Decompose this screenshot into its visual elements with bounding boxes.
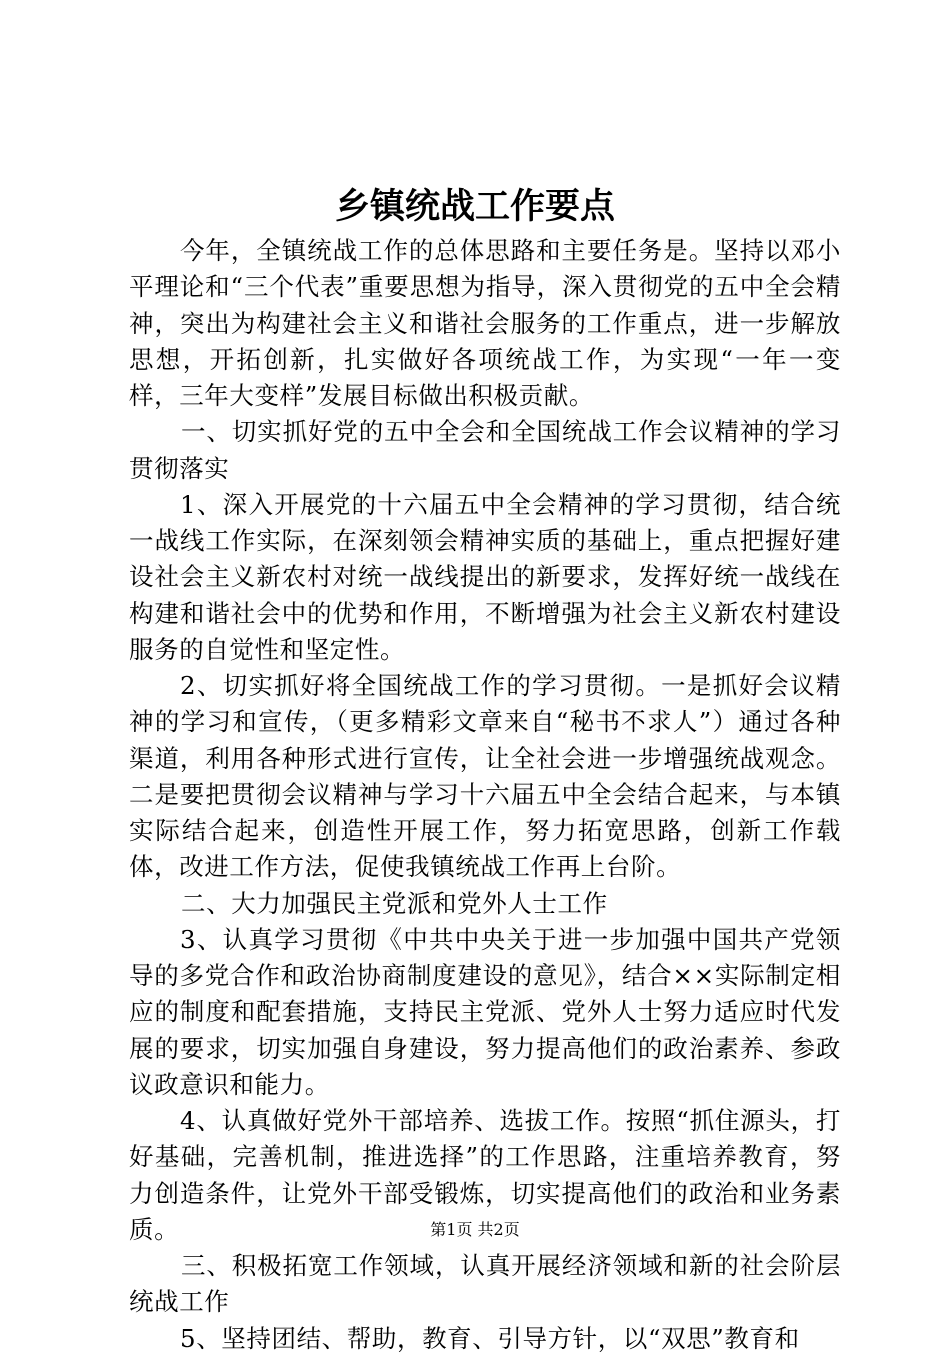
section-heading-3: 三、积极拓宽工作领域，认真开展经济领域和新的社会阶层统战工作 xyxy=(129,1251,841,1317)
paragraph-item-5: 5、坚持团结、帮助，教育、引导方针，以“双思”教育和 xyxy=(180,1323,800,1353)
section-heading-2: 二、大力加强民主党派和党外人士工作 xyxy=(181,888,608,918)
document-title: 乡镇统战工作要点 xyxy=(334,186,615,227)
paragraph-item-1: 1、深入开展党的十六届五中全会精神的学习贯彻，结合统一战线工作实际，在深刻领会精神实质的基础上，重点把握好建设社会主义新农村对统一战线提出的新要求，发挥好统一战线在构建和谐社会中的优势和作用，不断增强为社会主义新农村建设服务的自觉性和坚定性。 xyxy=(129,489,841,664)
paragraph-item-2: 2、切实抓好将全国统战工作的学习贯彻。一是抓好会议精神的学习和宣传，（更多精彩文章来自“秘书不求人”）通过各种渠道，利用各种形式进行宣传，让全社会进一步增强统战观念。二是要把贯彻会议精神与学习十六届五中全会结合起来，与本镇实际结合起来，创造性开展工作，努力拓宽思路，创新工作载体，改进工作方法，促使我镇统战工作再上台阶。 xyxy=(129,671,841,882)
paragraph-intro: 今年，全镇统战工作的总体思路和主要任务是。坚持以邓小平理论和“三个代表”重要思想为指导，深入贯彻党的五中全会精神，突出为构建社会主义和谐社会服务的工作重点，进一步解放思想，开拓创新，扎实做好各项统战工作，为实现“一年一变样，三年大变样”发展目标做出积极贡献。 xyxy=(129,236,841,410)
document-body xyxy=(129,233,841,1357)
paragraph-item-3: 3、认真学习贯彻《中共中央关于进一步加强中国共产党领导的多党合作和政治协商制度建设的意见》，结合××实际制定相应的制度和配套措施，支持民主党派、党外人士努力适应时代发展的要求，切实加强自身建设，努力提高他们的政治素养、参政议政意识和能力。 xyxy=(129,924,841,1099)
section-heading-1: 一、切实抓好党的五中全会和全国统战工作会议精神的学习贯彻落实 xyxy=(129,417,841,483)
page-footer: 第1页 共2页 xyxy=(430,1220,520,1239)
paragraph-item-4: 4、认真做好党外干部培养、选拔工作。按照“抓住源头，打好基础，完善机制，推进选择”的工作思路，注重培养教育，努力创造条件，让党外干部受锻炼，切实提高他们的政治和业务素质。 xyxy=(129,1106,841,1244)
